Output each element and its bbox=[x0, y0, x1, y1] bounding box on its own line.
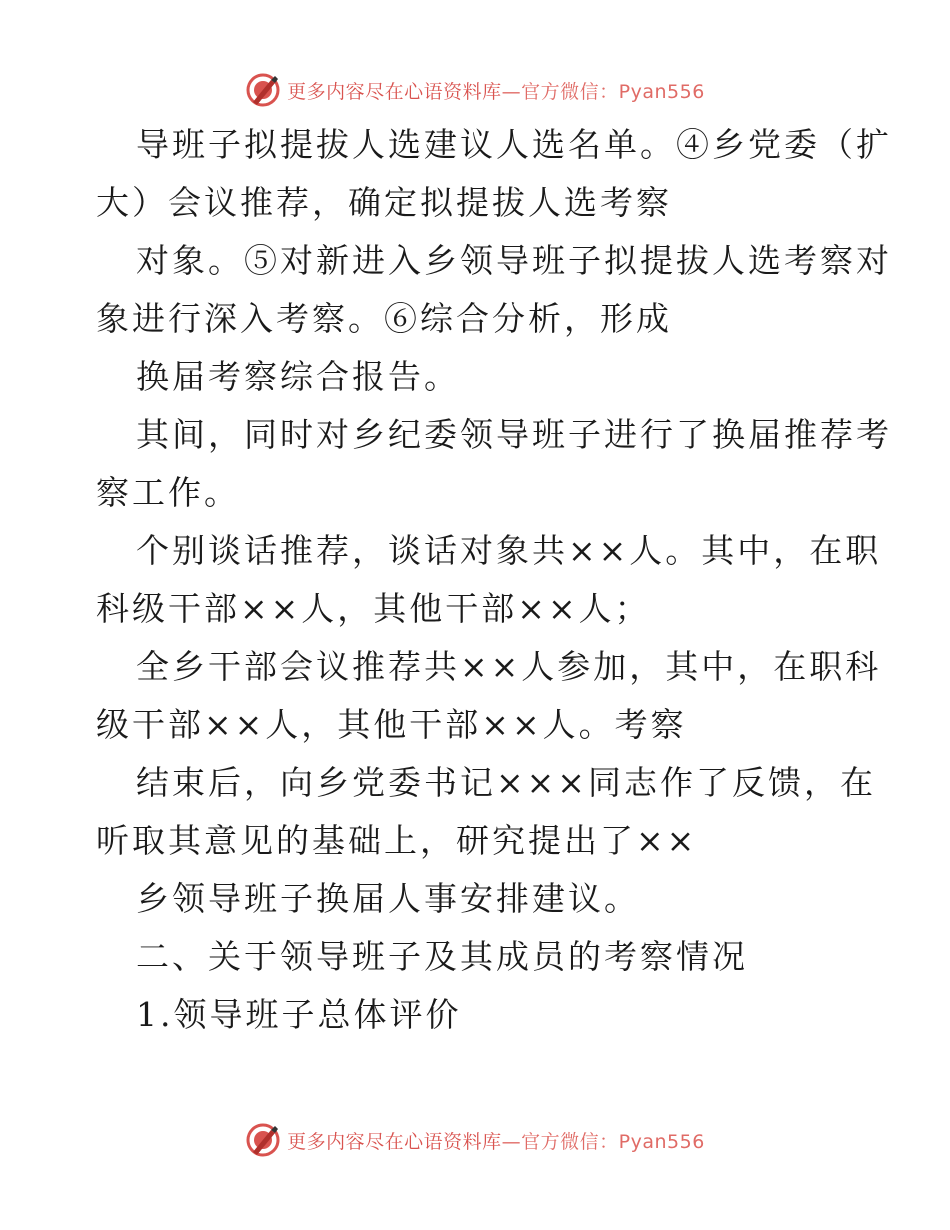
body-text bbox=[96, 116, 892, 1044]
text-line: 大）会议推荐，确定拟提拔人选考察 bbox=[96, 183, 672, 222]
text-line: 听取其意见的基础上，研究提出了×× bbox=[96, 821, 698, 860]
banner-suffix: —官方微信：Pyan556 bbox=[501, 80, 705, 103]
text-line: 1.领导班子总体评价 bbox=[136, 995, 462, 1034]
banner-suffix: —官方微信：Pyan556 bbox=[501, 1130, 705, 1153]
text-line: 对象。⑤对新进入乡领导班子拟提拔人选考察对 bbox=[136, 241, 892, 280]
pen-logo-icon bbox=[245, 72, 281, 108]
header-banner bbox=[0, 70, 950, 110]
text-line: 结束后，向乡党委书记×××同志作了反馈，在 bbox=[136, 763, 876, 802]
text-line: 个别谈话推荐，谈话对象共××人。其中，在职 bbox=[136, 531, 882, 570]
text-line: 全乡干部会议推荐共××人参加，其中，在职科 bbox=[136, 647, 882, 686]
text-line: 察工作。 bbox=[96, 473, 240, 512]
pen-logo-icon bbox=[245, 1122, 281, 1158]
text-line: 导班子拟提拔人选建议人选名单。④乡党委（扩 bbox=[136, 125, 892, 164]
footer-banner bbox=[0, 1120, 950, 1160]
text-line: 换届考察综合报告。 bbox=[136, 357, 460, 396]
banner-prefix: 更多内容尽在心语资料库 bbox=[287, 1130, 502, 1153]
text-line: 级干部××人，其他干部××人。考察 bbox=[96, 705, 687, 744]
text-line: 科级干部××人，其他干部××人； bbox=[96, 589, 651, 628]
banner-text bbox=[287, 1127, 705, 1154]
banner-text bbox=[287, 77, 705, 104]
text-line: 二、关于领导班子及其成员的考察情况 bbox=[136, 937, 748, 976]
text-line: 乡领导班子换届人事安排建议。 bbox=[136, 879, 640, 918]
text-line: 其间，同时对乡纪委领导班子进行了换届推荐考 bbox=[136, 415, 892, 454]
text-line: 象进行深入考察。⑥综合分析，形成 bbox=[96, 299, 672, 338]
banner-prefix: 更多内容尽在心语资料库 bbox=[287, 80, 502, 103]
